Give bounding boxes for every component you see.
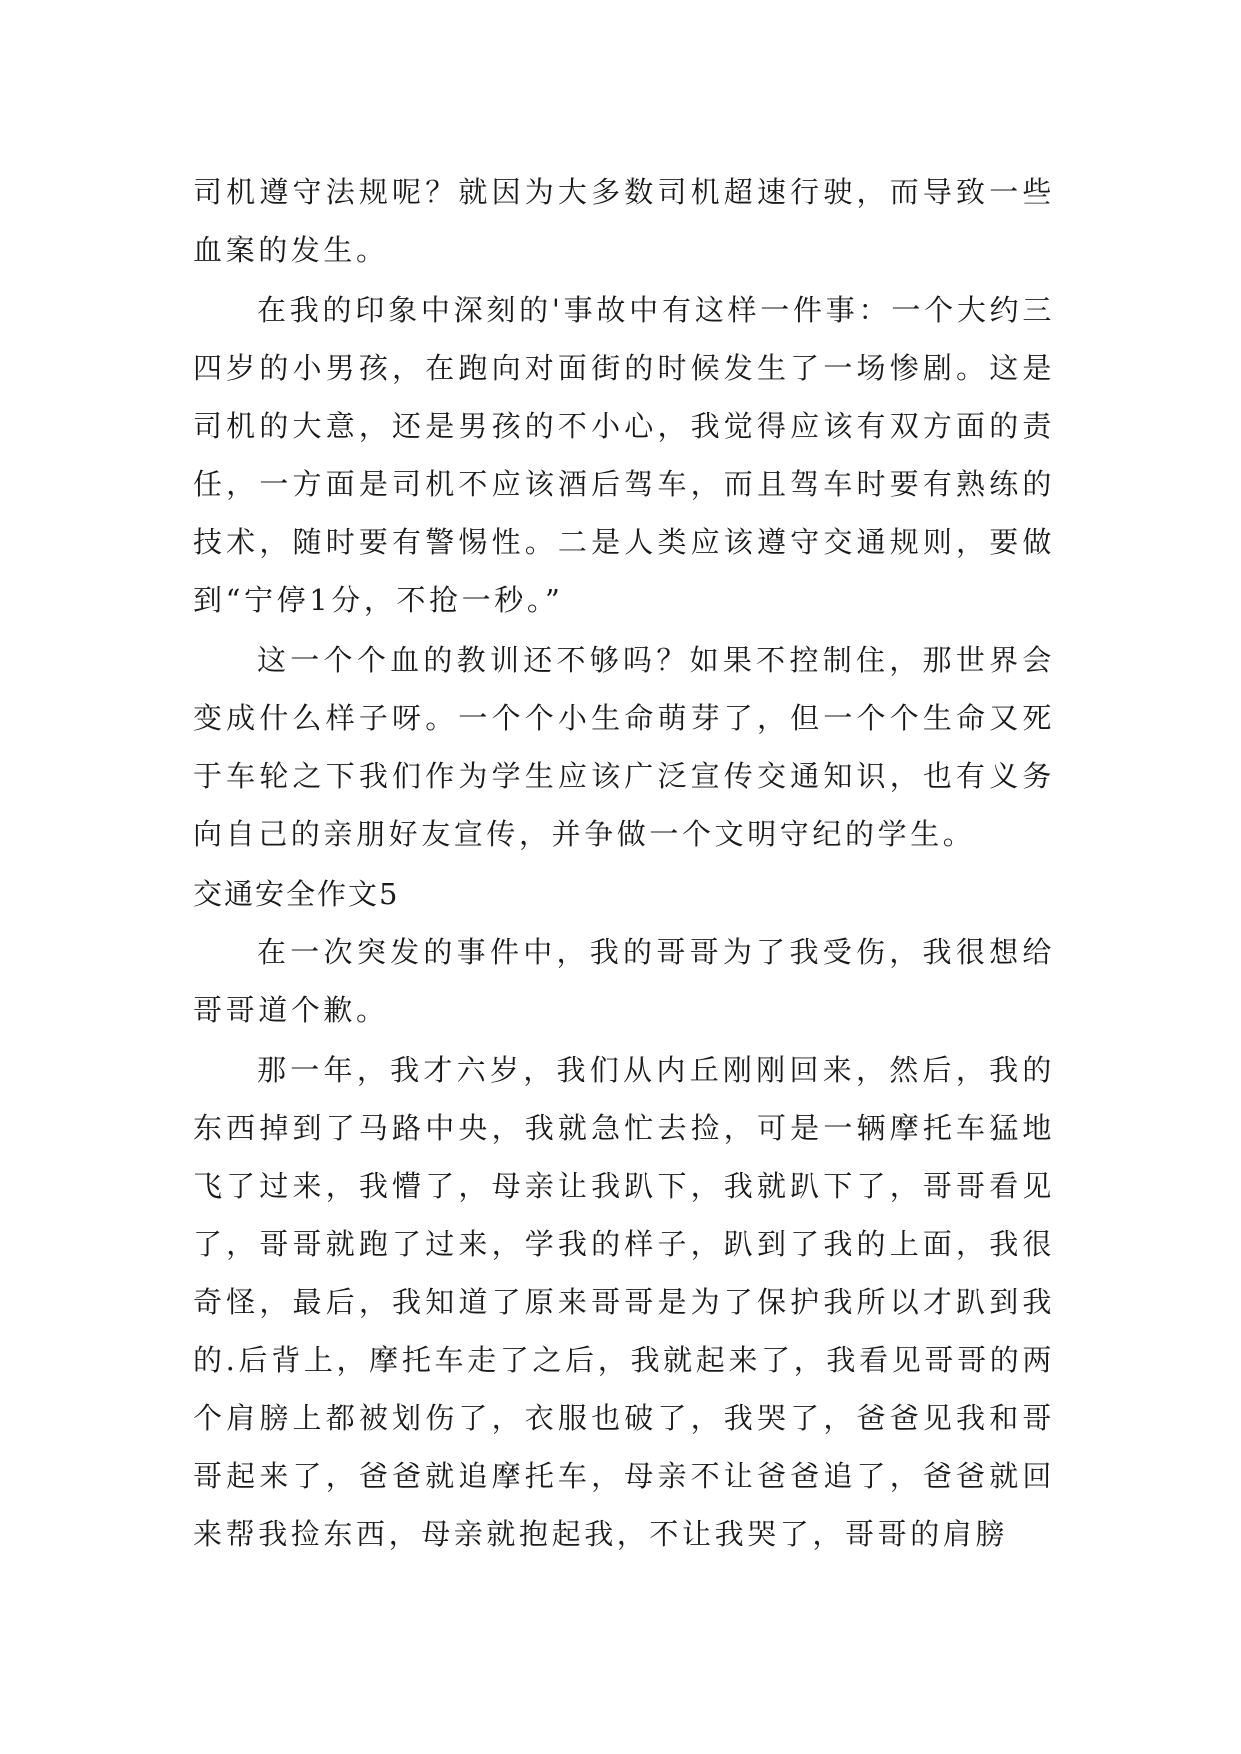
section-heading: 交通安全作文5 xyxy=(193,877,400,911)
paragraph-2: 在我的印象中深刻的'事故中有这样一件事：一个大约三四岁的小男孩，在跑向对面街的时候发生了一场惨剧。这是司机的大意，还是男孩的不小心，我觉得应该有双方面的责任，一方面是司机不应该酒后驾车，而且驾车时要有熟练的技术，随时要有警惕性。二是人类应该遵守交通规则，要做到“宁停1分，不抢一秒。” xyxy=(193,293,1055,617)
paragraph-5: 那一年，我才六岁，我们从内丘刚刚回来，然后，我的东西掉到了马路中央，我就急忙去捡，可是一辆摩托车猛地飞了过来，我懵了，母亲让我趴下，我就趴下了，哥哥看见了，哥哥就跑了过来，学我的样子，趴到了我的上面，我很奇怪，最后，我知道了原来哥哥是为了保护我所以才趴到我的.后背上，摩托车走了之后，我就起来了，我看见哥哥的两个肩膀上都被划伤了，衣服也破了，我哭了，爸爸见我和哥哥起来了，爸爸就追摩托车，母亲不让爸爸追了，爸爸就回来帮我捡东西，母亲就抱起我，不让我哭了，哥哥的肩膀 xyxy=(193,1053,1055,1551)
paragraph-3: 这一个个血的教训还不够吗？如果不控制住，那世界会变成什么样子呀。一个个小生命萌芽了，但一个个生命又死于车轮之下我们作为学生应该广泛宣传交通知识，也有义务向自己的亲朋好友宣传，并争做一个文明守纪的学生。 xyxy=(193,643,1055,851)
paragraph-1: 司机遵守法规呢？就因为大多数司机超速行驶，而导致一些血案的发生。 xyxy=(193,175,1055,267)
document-body xyxy=(193,163,1055,1565)
paragraph-4: 在一次突发的事件中，我的哥哥为了我受伤，我很想给哥哥道个歉。 xyxy=(193,935,1055,1027)
